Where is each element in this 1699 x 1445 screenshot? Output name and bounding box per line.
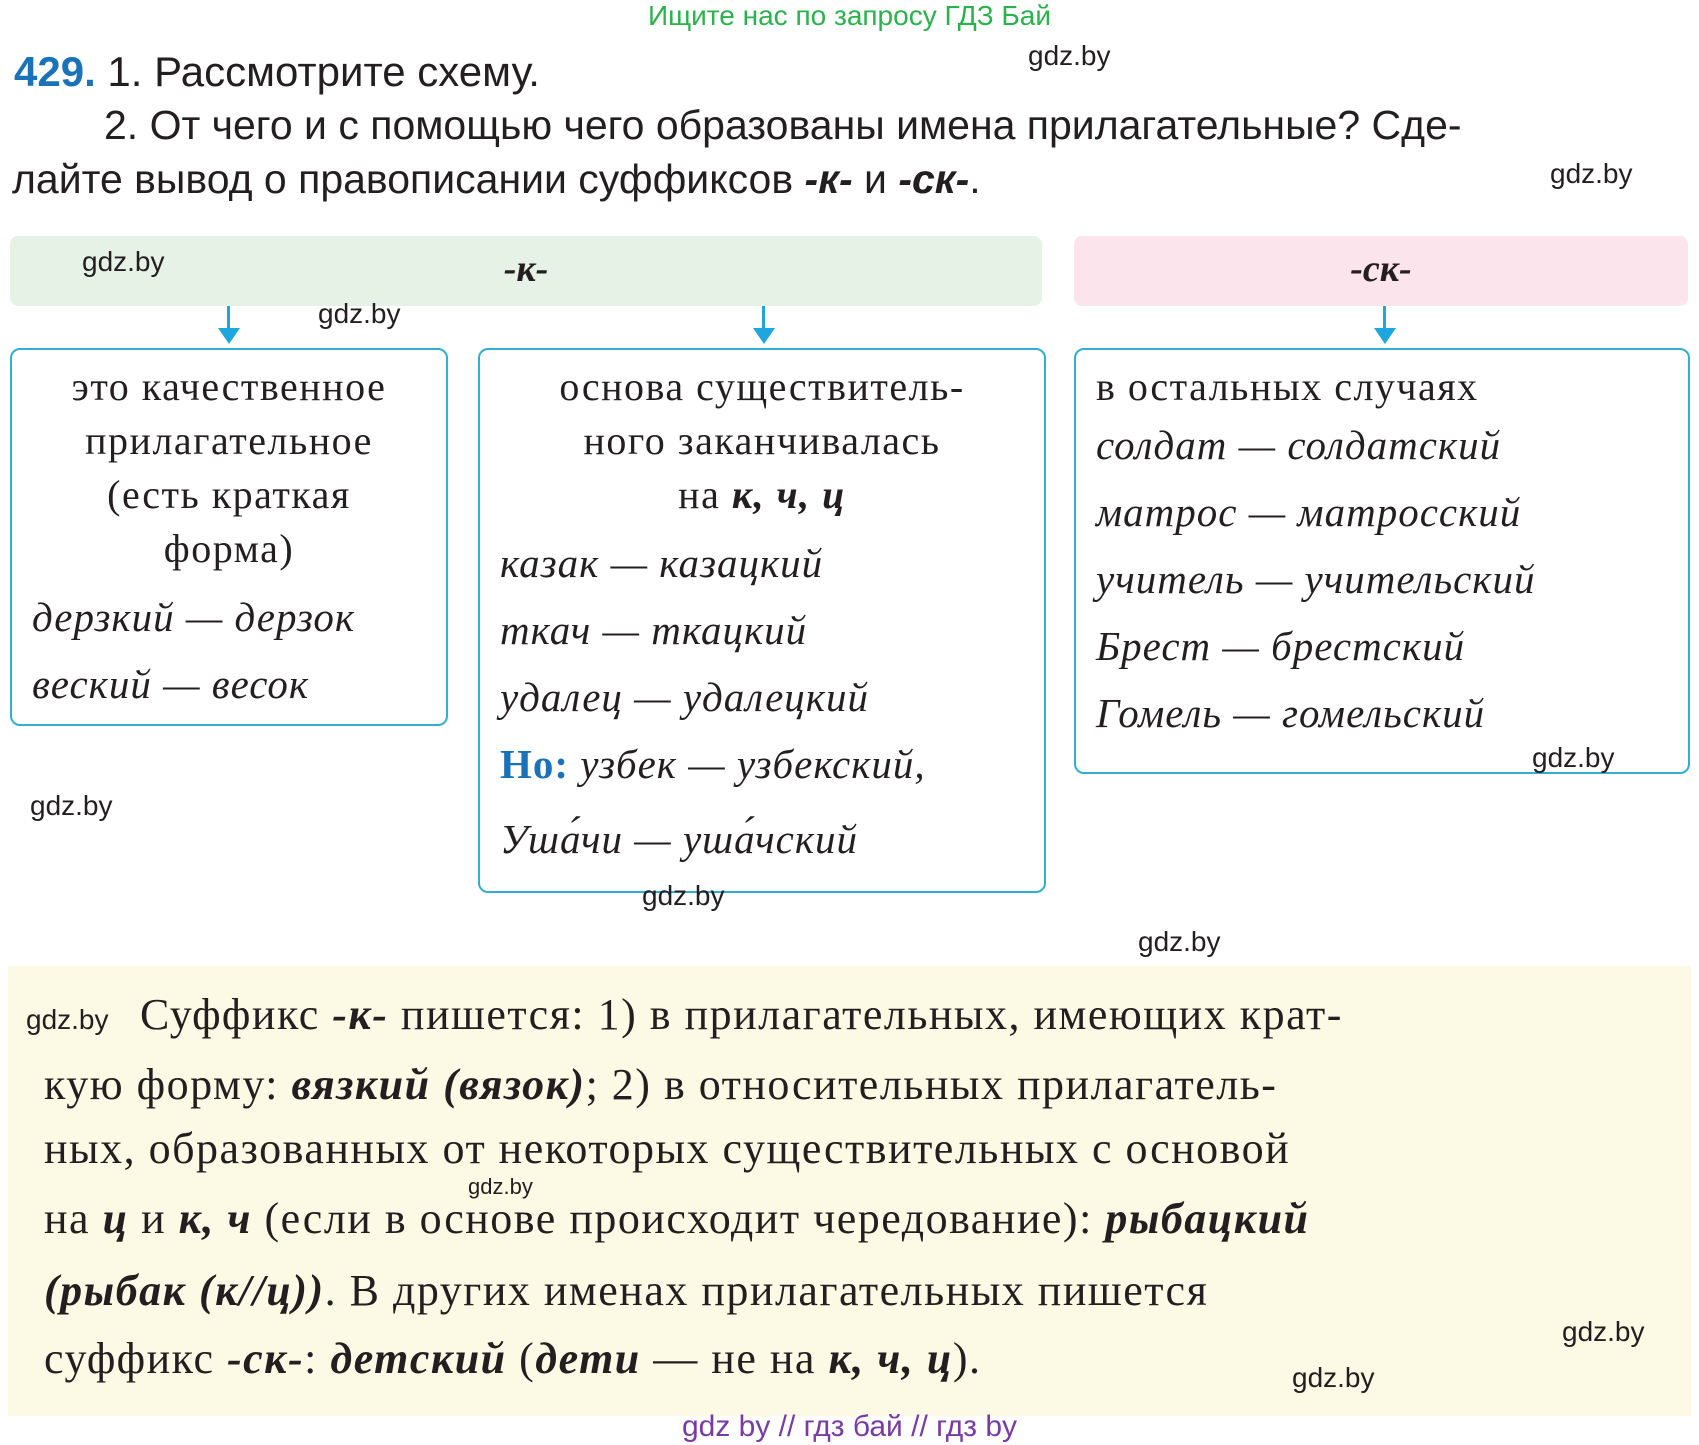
arrow-3-head	[1374, 328, 1396, 344]
watermark: gdz.by	[1562, 1316, 1645, 1347]
conclusion-line-6	[44, 1324, 981, 1394]
conclusion-line-3: ных, образованных от некоторых существительных с основой	[44, 1124, 1291, 1173]
conclusion-text: ; 2) в относительных прилагатель-	[585, 1060, 1278, 1109]
rule-box-other	[1074, 348, 1690, 774]
conclusion-text: суффикс	[44, 1334, 227, 1383]
conclusion-line-2	[44, 1050, 1277, 1120]
box2-example: казак — казацкий	[500, 540, 824, 586]
arrow-3	[1383, 306, 1386, 330]
arrow-1	[227, 306, 230, 330]
box2-exception	[500, 731, 926, 798]
task-2-text: лайте вывод о правописании суффиксов	[12, 156, 805, 202]
task-2-line-2	[12, 152, 1684, 206]
box3-example: Брест — брестский	[1096, 623, 1466, 669]
task-2-line-1: 2. От чего и с помощью чего образованы имена прилагательные? Сде-	[104, 102, 1462, 148]
task-1: 1. Рассмотрите схему.	[107, 48, 540, 95]
watermark: gdz.by	[1138, 926, 1221, 957]
conclusion-text: Суффикс	[140, 990, 333, 1039]
box2-rule-line: основа существитель-	[559, 364, 965, 409]
conclusion-line-5	[44, 1256, 1208, 1326]
conclusion-text: и	[128, 1194, 179, 1243]
task-2-and: и	[852, 156, 899, 202]
watermark: gdz.by	[26, 1004, 109, 1035]
conclusion-suffix-k: -к-	[332, 990, 389, 1039]
box2-rule-letters: к, ч, ц	[731, 472, 846, 517]
watermark: gdz.by	[82, 246, 165, 277]
box1-rule-line: форма)	[163, 526, 295, 571]
suffix-sk: -ск-	[898, 156, 970, 202]
watermark: gdz.by	[1550, 158, 1633, 189]
watermark: gdz.by	[1028, 40, 1111, 71]
watermark: gdz.by	[1532, 742, 1615, 773]
box1-example: веский — весок	[32, 661, 310, 707]
conclusion-line-1	[140, 980, 1343, 1050]
conclusion-letters: к, ч	[178, 1194, 253, 1243]
suffix-k: -к-	[804, 156, 853, 202]
conclusion-letters: к, ч, ц	[828, 1334, 953, 1383]
box1-rule-line: это качественное	[71, 364, 387, 409]
task-2	[12, 98, 1684, 206]
box3-rule-line: в остальных случаях	[1096, 364, 1479, 409]
top-banner: Ищите нас по запросу ГДЗ Бай	[647, 0, 1052, 31]
but-label: Но:	[500, 741, 570, 787]
box1-example: дерзкий — дерзок	[32, 594, 356, 640]
conclusion-example: рыбацкий	[1105, 1194, 1310, 1243]
box1-rule-line: прилагательное	[85, 418, 373, 463]
box2-example: удалец — удалецкий	[500, 674, 869, 720]
conclusion-text: — не на	[640, 1334, 829, 1383]
watermark: gdz.by	[1292, 1362, 1375, 1393]
rule-box-stem	[478, 348, 1046, 893]
conclusion-text: :	[304, 1334, 331, 1383]
box3-example: учитель — учительский	[1096, 556, 1536, 602]
exercise-title	[14, 46, 540, 98]
conclusion-text: на	[44, 1194, 103, 1243]
watermark: gdz.by	[642, 880, 725, 911]
conclusion-example: вязкий (вязок)	[291, 1060, 586, 1109]
conclusion-letter: ц	[102, 1194, 129, 1243]
box2-rule-line-3	[480, 468, 1044, 522]
exercise-number: 429.	[14, 48, 96, 95]
box3-example: солдат — солдатский	[1096, 422, 1502, 468]
conclusion-example: дети	[535, 1334, 641, 1383]
conclusion-panel	[8, 966, 1691, 1416]
watermark: gdz.by	[30, 790, 113, 821]
box3-example: Гомель — гомельский	[1096, 690, 1486, 736]
footer-links: gdz by // гдз бай // гдз by	[681, 1410, 1018, 1443]
box2-example-last: Уша́чи — уша́чский	[500, 816, 859, 862]
arrow-2-head	[753, 328, 775, 344]
conclusion-text: (	[506, 1334, 536, 1383]
conclusion-text: пишется: 1) в прилагательных, имеющих крат-	[388, 990, 1343, 1039]
arrow-2	[762, 306, 765, 330]
box2-example: ткач — ткацкий	[500, 607, 808, 653]
scheme-header-sk: -ск-	[1074, 236, 1688, 306]
conclusion-text: ).	[952, 1334, 982, 1383]
conclusion-text: кую форму:	[44, 1060, 292, 1109]
conclusion-example: детский	[330, 1334, 507, 1383]
watermark: gdz.by	[318, 298, 401, 329]
conclusion-text: (если в основе происходит чередование):	[252, 1194, 1106, 1243]
conclusion-line-4	[44, 1184, 1310, 1254]
task-2-end: .	[969, 156, 981, 202]
box2-but-example: узбек — узбекский,	[580, 741, 926, 787]
arrow-1-head	[218, 328, 240, 344]
box2-rule-prefix: на	[678, 472, 732, 517]
scheme-header-k: -к-	[10, 236, 1042, 306]
box2-rule-line: ного заканчивалась	[583, 418, 941, 463]
conclusion-suffix-sk: -ск-	[226, 1334, 305, 1383]
box3-example: матрос — матросский	[1096, 489, 1522, 535]
rule-box-qualitative	[10, 348, 448, 726]
conclusion-example: (рыбак (к//ц))	[44, 1266, 325, 1315]
conclusion-text: . В других именах прилагательных пишется	[324, 1266, 1209, 1315]
watermark: gdz.by	[468, 1174, 533, 1199]
box1-rule-line: (есть краткая	[107, 472, 351, 517]
